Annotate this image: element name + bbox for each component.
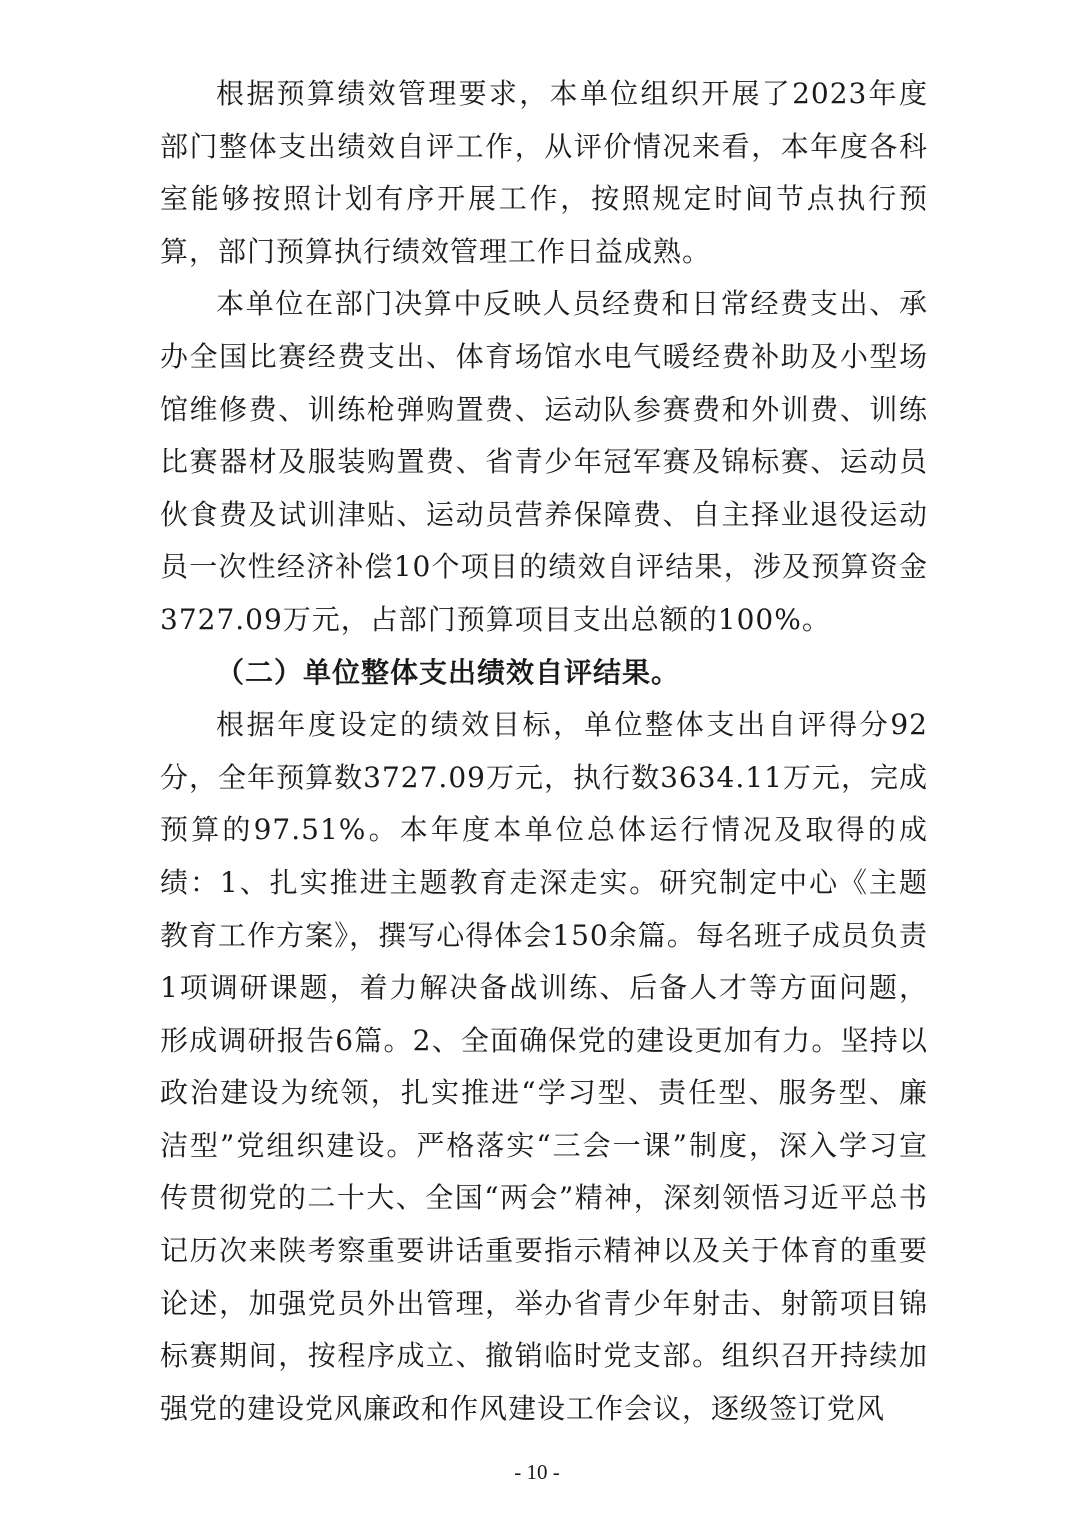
paragraph-project-list: 本单位在部门决算中反映人员经费和日常经费支出、承办全国比赛经费支出、体育场馆水电气暖经费补助及小型场馆维修费、训练枪弹购置费、运动队参赛费和外训费、训练比赛器材及服装购置费、省青少年冠军赛及锦标赛、运动员伙食费及试训津贴、运动员营养保障费、自主择业退役运动员一次性经济补偿10个项目的绩效自评结果，涉及预算资金3727.09万元，占部门预算项目支出总额的100%。 [160,287,928,636]
document-body [160,68,928,1435]
section-heading-self-evaluation-results: （二）单位整体支出绩效自评结果。 [216,655,681,689]
paragraph-self-evaluation-details: 根据年度设定的绩效目标，单位整体支出自评得分92分，全年预算数3727.09万元，执行数3634.11万元，完成预算的97.51%。本年度本单位总体运行情况及取得的成绩：1、扎实推进主题教育走深走实。研究制定中心《主题教育工作方案》，撰写心得体会150余篇。每名班子成员负责1项调研课题，着力解决备战训练、后备人才等方面问题，形成调研报告6篇。2、全面确保党的建设更加有力。坚持以政治建设为统领，扎实推进“学习型、责任型、服务型、廉洁型”党组织建设。严格落实“三会一课”制度，深入学习宣传贯彻党的二十大、全国“两会”精神，深刻领悟习近平总书记历次来陕考察重要讲话重要指示精神以及关于体育的重要论述，加强党员外出管理，举办省青少年射击、射箭项目锦标赛期间，按程序成立、撤销临时党支部。组织召开持续加强党的建设党风廉政和作风建设工作会议，逐级签订党风 [160,708,928,1425]
page-number: - 10 - [514,1460,560,1484]
paragraph-performance-evaluation-intro: 根据预算绩效管理要求，本单位组织开展了2023年度部门整体支出绩效自评工作，从评价情况来看，本年度各科室能够按照计划有序开展工作，按照规定时间节点执行预算，部门预算执行绩效管理工作日益成熟。 [160,77,928,268]
